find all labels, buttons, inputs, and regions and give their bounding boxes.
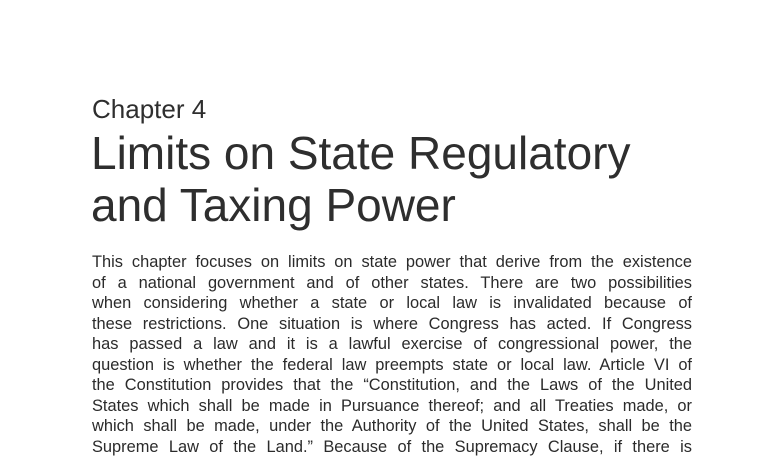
chapter-title [91,127,631,231]
chapter-title-line: and Taxing Power [91,179,631,231]
body-paragraph [92,252,692,457]
paragraph-line: these restrictions. One situation is where Congress has acted. If Congress [92,314,692,335]
paragraph-line: This chapter focuses on limits on state power that derive from the existence [92,252,692,273]
paragraph-line: the Constitution provides that the “Constitution, and the Laws of the United [92,375,692,396]
paragraph-line: States which shall be made in Pursuance thereof; and all Treaties made, or [92,396,692,417]
paragraph-line: which shall be made, under the Authority of the United States, shall be the [92,416,692,437]
paragraph-line: when considering whether a state or local law is invalidated because of [92,293,692,314]
paragraph-line: of a national government and of other states. There are two possibilities [92,273,692,294]
paragraph-line: question is whether the federal law preempts state or local law. Article VI of [92,355,692,376]
chapter-number: Chapter 4 [92,94,206,124]
paragraph-line: has passed a law and it is a lawful exercise of congressional power, the [92,334,692,355]
paragraph-line: Supreme Law of the Land.” Because of the Supremacy Clause, if there is [92,437,692,457]
chapter-title-line: Limits on State Regulatory [91,127,631,179]
